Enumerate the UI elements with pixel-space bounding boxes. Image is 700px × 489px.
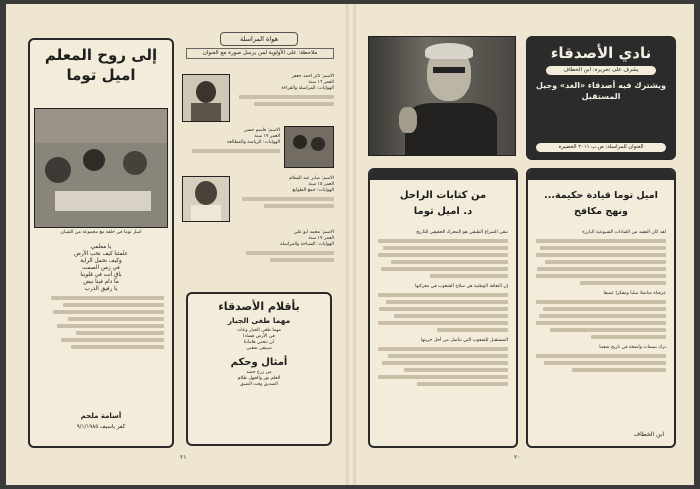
portrait-photo	[368, 36, 516, 156]
tribute-box	[28, 38, 174, 448]
poem-line: علمتنا كيف نحب الأرض	[74, 251, 128, 257]
penpal-name: الاسم: صابر عبد السلام	[289, 176, 334, 181]
penpal-age: العمر ١٧ سنة	[254, 134, 280, 139]
spread-gutter	[346, 4, 356, 485]
leadership-paragraph: عرفناه مناضلا صلبا ومفكرا عميقا	[603, 291, 666, 296]
tribute-title-line2: اميل توما	[66, 66, 136, 84]
penpal-entry	[234, 74, 334, 109]
penpal-age: العمر ١٦ سنة	[308, 80, 334, 85]
verse-line: سيبقى شعبي	[246, 346, 272, 351]
penpal-entry	[234, 176, 334, 211]
proverbs-title: أمثال وحكم	[230, 357, 288, 368]
correspondence-note: ملاحظة: على الأولوية لمن يرسل صورة مع العنوان	[186, 48, 334, 59]
tribute-author: أسامة ملحم	[80, 412, 122, 420]
writings-paragraph: المستقبل للشعوب التي تناضل من أجل حريتها	[420, 338, 508, 343]
poem-line: في زمن الصمت	[82, 265, 120, 271]
penpal-photo	[182, 74, 230, 122]
club-tagline: ويشترك فيه أصدقاء «الغد» وجيل المستقبل	[536, 81, 666, 101]
writings-box	[368, 168, 518, 448]
leadership-paragraph: لقد كان الفقيد من القيادات الشيوعية البارزة	[582, 230, 666, 235]
verse-line: في الأرض فسادا	[243, 334, 275, 339]
leadership-title-line1: اميل توما قيادة حكيمة...	[544, 190, 658, 201]
tribute-photo	[34, 108, 168, 228]
penpal-hobby: الهوايات: المراسلة والقراءة	[281, 86, 334, 91]
club-title: نادي الأصدقاء	[550, 44, 652, 62]
leadership-body	[536, 230, 666, 375]
proverb-item: العلم نور والجهل ظلام	[237, 376, 281, 381]
penpal-name: الاسم: محمد ابو علي	[293, 230, 334, 235]
poem-line: باقٍ أنت في قلوبنا	[80, 272, 122, 278]
penpal-entry	[234, 230, 334, 265]
verse-line: لن تنحني هاماتنا	[243, 340, 275, 345]
tribute-caption: اميل توما في حلقة مع مجموعة من الشبان	[60, 230, 142, 235]
club-header-box	[526, 36, 676, 160]
penpal-photo	[284, 126, 334, 168]
club-editor-text: يشرف على تحريره: ابن الخطاف	[563, 67, 639, 73]
penpal-name: الاسم: ثائر احمد جعفر	[291, 74, 334, 79]
penpal-hobby: الهوايات: الرياضة والمطالعة	[227, 140, 280, 145]
correspondence-header	[220, 32, 298, 46]
leadership-paragraph: ترك بصمات واضحة في تاريخ شعبنا	[599, 345, 666, 350]
writings-paragraph: تبقى الصراع الطبقي هو المحرك الحقيقي للتاريخ	[416, 230, 508, 235]
poem-line: يا معلمي	[90, 244, 112, 250]
tribute-title-line1: إلى روح المعلم	[44, 46, 158, 64]
tribute-place-date: كفر ياسيف ٩/١/١٩٨٥	[76, 424, 126, 430]
club-editor	[546, 66, 656, 75]
pens-box	[186, 292, 332, 446]
pens-title: بأقلام الأصدقاء	[218, 300, 300, 313]
pens-verse	[188, 328, 330, 352]
penpal-hobby: الهوايات: السباحة والمراسلة	[280, 242, 334, 247]
correspondence-section	[180, 30, 336, 284]
penpal-age: العمر ١٥ سنة	[308, 182, 334, 187]
penpal-hobby: الهوايات: جمع الطوابع	[292, 188, 334, 193]
penpal-photo	[182, 176, 230, 222]
penpal-name: الاسم: قاسم حسن	[243, 128, 280, 133]
club-address	[536, 143, 666, 152]
poem-line: يا رفيق الدرب	[84, 286, 118, 292]
leadership-title-line2: ونهج مكافح	[574, 206, 628, 217]
proverbs-list	[188, 370, 330, 388]
tribute-poem	[38, 244, 164, 352]
pens-subtitle: مهما طغى الجبار	[227, 316, 291, 325]
penpal-age: العمر ١٧ سنة	[308, 236, 334, 241]
writings-body	[378, 230, 508, 389]
verse-line: مهما طغى الجبار وعاث	[236, 328, 282, 333]
proverb-item: الصديق وقت الضيق	[240, 382, 278, 387]
page-number-right: ٢٠	[514, 454, 521, 461]
poem-line: ما دام فينا نبض	[83, 279, 119, 285]
proverb-item: من زرع حصد	[246, 370, 272, 375]
magazine-spread	[6, 4, 694, 485]
writings-title-line2: د. اميل توما	[413, 206, 473, 217]
poem-line: وكيف نحمل الراية	[80, 258, 122, 264]
writings-paragraph: إن الثقافة الوطنية هي سلاح الشعوب في معركتها	[414, 284, 508, 289]
writings-title-line1: من كتابات الراحل	[399, 190, 487, 201]
leadership-signature: ابن الخطاف	[633, 431, 664, 438]
leadership-box	[526, 168, 676, 448]
penpal-entry	[182, 128, 280, 156]
correspondence-header-text: هواة المراسلة	[239, 35, 279, 43]
club-address-text: العنوان للمراسلة: ص.ب ٢٠١١ الخضيرة	[558, 144, 644, 150]
page-number-left: ٢١	[180, 454, 187, 461]
